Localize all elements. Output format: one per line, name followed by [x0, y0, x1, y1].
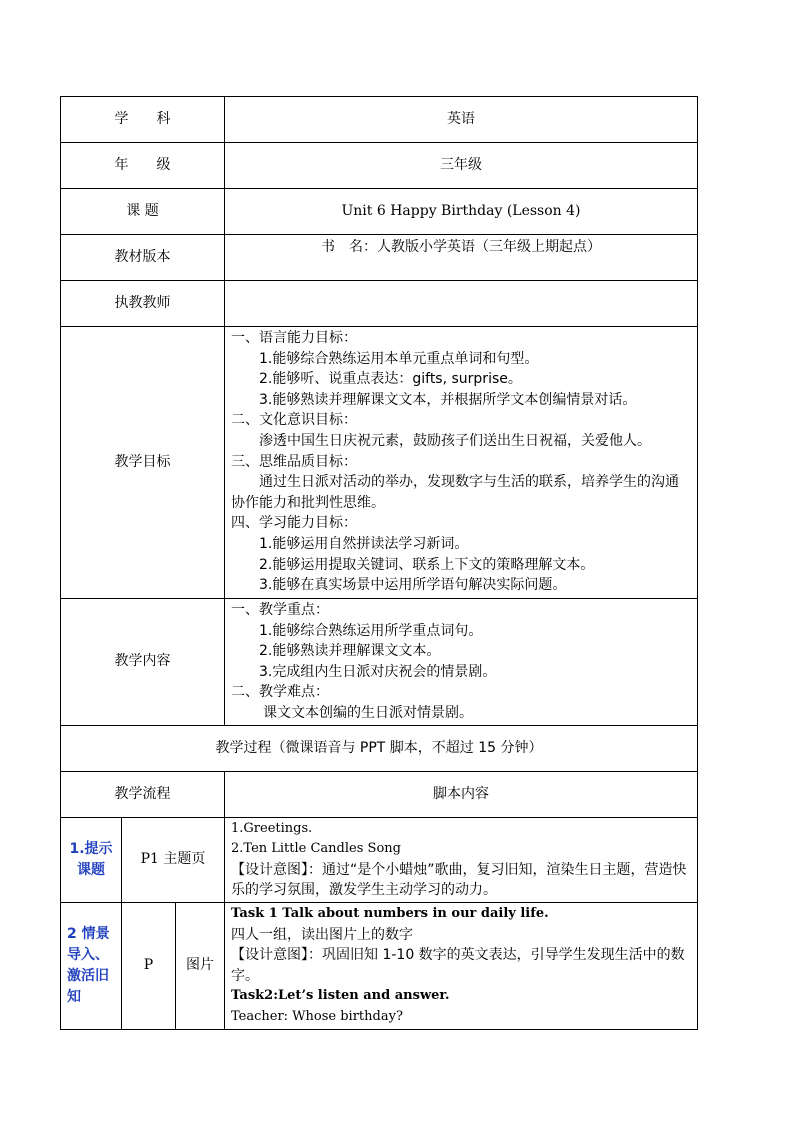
- script-header: 脚本内容: [225, 771, 698, 817]
- script-line: Task 1 Talk about numbers in our daily life.: [231, 905, 549, 921]
- content-line: 一、教学重点：: [231, 602, 329, 618]
- objective-line: 3.能够熟读并理解课文文本，并根据所学文本创编情景对话。: [259, 391, 637, 408]
- step-2-stage: 2 情景导入、激活旧知: [61, 902, 122, 1029]
- content-line: 二、教学难点：: [231, 684, 329, 701]
- row-content: [61, 599, 698, 726]
- lesson-plan-table: [60, 96, 698, 1030]
- row-step-2: [61, 902, 698, 1029]
- teacher-value: [225, 281, 698, 327]
- row-process-header: [61, 771, 698, 817]
- objective-line: 三、思维品质目标：: [231, 453, 357, 470]
- objectives-content: [225, 327, 698, 599]
- script-line: 2.Ten Little Candles Song: [231, 841, 401, 857]
- step-1-page: P1 主题页: [122, 817, 225, 902]
- grade-label: 年 级: [61, 143, 225, 189]
- step-2-media: 图片: [176, 902, 225, 1029]
- flow-header: 教学流程: [61, 771, 225, 817]
- objective-line: 1.能够综合熟练运用本单元重点单词和句型。: [259, 350, 539, 367]
- objective-line: 渗透中国生日庆祝元素，鼓励孩子们送出生日祝福，关爱他人。: [259, 432, 651, 449]
- content-content: [225, 599, 698, 726]
- row-textbook: [61, 235, 698, 281]
- step-2-page: P: [122, 902, 176, 1029]
- content-line: 课文文本创编的生日派对情景剧。: [263, 704, 473, 721]
- content-line: 3.完成组内生日派对庆祝会的情景剧。: [259, 663, 497, 680]
- process-title: 教学过程（微课语音与 PPT 脚本，不超过 15 分钟）: [61, 725, 698, 771]
- grade-value: 三年级: [225, 143, 698, 189]
- row-grade: [61, 143, 698, 189]
- objective-line: 一、语言能力目标：: [231, 330, 357, 346]
- teacher-label: 执教教师: [61, 281, 225, 327]
- row-teacher: [61, 281, 698, 327]
- textbook-label: 教材版本: [61, 235, 225, 281]
- objective-line: 二、文化意识目标：: [231, 412, 357, 429]
- objective-line: 2.能够运用提取关键词、联系上下文的策略理解文本。: [259, 556, 595, 573]
- objectives-label: 教学目标: [61, 327, 225, 599]
- objective-line: 3.能够在真实场景中运用所学语句解决实际问题。: [259, 577, 567, 594]
- subject-value: 英语: [225, 97, 698, 143]
- topic-label: 课 题: [61, 189, 225, 235]
- objective-line: 四、学习能力目标：: [231, 515, 357, 532]
- objective-line: 2.能够听、说重点表达：gifts, surprise。: [259, 371, 522, 388]
- textbook-value: 书 名：人教版小学英语（三年级上期起点）: [225, 235, 698, 281]
- script-line: 【设计意图】：通过“是个小蜡烛”歌曲，复习旧知，渲染生日主题，营造快乐的学习氛围，激发学生主动学习的动力。: [231, 861, 687, 899]
- script-line: Task2:Let’s listen and answer.: [231, 988, 450, 1004]
- content-line: 1.能够综合熟练运用所学重点词句。: [259, 622, 483, 639]
- script-line: 1.Greetings.: [231, 820, 313, 836]
- row-topic: [61, 189, 698, 235]
- content-line: 2.能够熟读并理解课文文本。: [259, 643, 441, 660]
- script-line: 四人一组，读出图片上的数字: [231, 926, 413, 943]
- step-2-script: [225, 902, 698, 1029]
- row-objectives: [61, 327, 698, 599]
- step-1-stage: 1.提示课题: [61, 817, 122, 902]
- topic-value: Unit 6 Happy Birthday (Lesson 4): [225, 189, 698, 235]
- objective-line: 通过生日派对活动的举办，发现数字与生活的联系，培养学生的沟通协作能力和批判性思维。: [231, 474, 679, 511]
- subject-label: 学 科: [61, 97, 225, 143]
- row-process-title: [61, 725, 698, 771]
- row-step-1: [61, 817, 698, 902]
- content-label: 教学内容: [61, 599, 225, 726]
- row-subject: [61, 97, 698, 143]
- objective-line: 1.能够运用自然拼读法学习新词。: [259, 535, 469, 552]
- script-line: 【设计意图】：巩固旧知 1-10 数字的英文表达，引导学生发现生活中的数字。: [231, 947, 685, 984]
- script-line: Teacher: Whose birthday?: [231, 1008, 403, 1024]
- step-1-script: [225, 817, 698, 902]
